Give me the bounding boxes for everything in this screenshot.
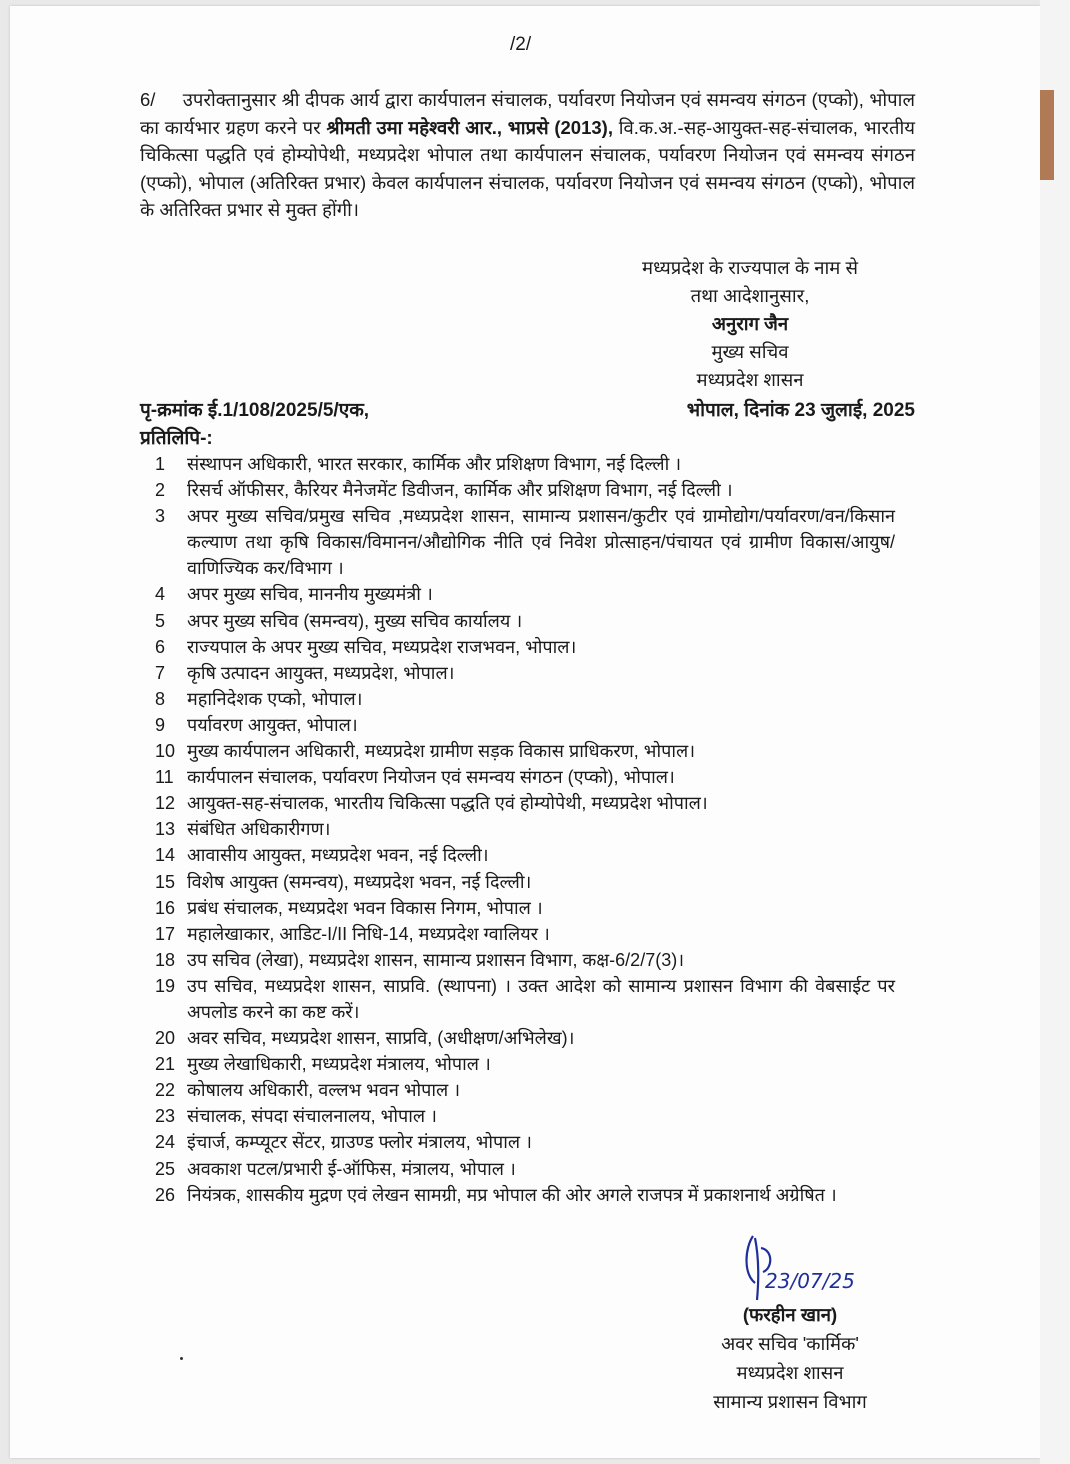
second-signatory-office: मध्यप्रदेश शासन	[736, 1362, 844, 1383]
reference-line	[140, 396, 915, 422]
copy-list-item	[150, 947, 895, 973]
item-number: 12	[155, 793, 176, 814]
item-text: कृषि उत्पादन आयुक्त, मध्यप्रदेश, भोपाल।	[187, 662, 455, 683]
copy-list-item	[150, 738, 895, 764]
item-number: 24	[155, 1132, 176, 1153]
item-number: 23	[155, 1106, 176, 1127]
copy-list-item	[150, 477, 895, 503]
item-text: अवकाश पटल/प्रभारी ई-ऑफिस, मंत्रालय, भोपाल ।	[187, 1158, 516, 1179]
paragraph-text-after: वि.क.अ.-सह-आयुक्त-सह-संचालक, भारतीय चिकित्सा पद्धति एवं होम्योपेथी, मध्यप्रदेश भोपाल तथा कार्यपालन संचालक, पर्यावरण नियोजन एवं समन्वय संगठन (एप्को), भोपाल (अतिरिक्त प्रभार) केवल कार्यपालन संचालक, पर्यावरण नियोजन एवं समन्वय संगठन (एप्को), भोपाल के अतिरिक्त प्रभार से मुक्त होंगी।	[140, 116, 916, 221]
item-number: 14	[155, 845, 176, 866]
signatory-block	[590, 254, 910, 394]
item-number: 4	[155, 584, 166, 605]
copy-list-item	[150, 1025, 895, 1051]
item-number: 3	[155, 506, 166, 527]
signatory-office: मध्यप्रदेश शासन	[696, 369, 804, 390]
paragraph-text-before: उपरोक्तानुसार श्री दीपक आर्य द्वारा कार्यपालन संचालक, पर्यावरण नियोजन एवं समन्वय संगठन (एप्को), भोपाल का कार्यभार ग्रहण करने पर	[140, 89, 915, 138]
item-number: 10	[155, 741, 176, 762]
item-text: महानिदेशक एप्को, भोपाल।	[187, 688, 363, 709]
signatory-line1: मध्यप्रदेश के राज्यपाल के नाम से	[642, 257, 858, 278]
item-text: मुख्य लेखाधिकारी, मध्यप्रदेश मंत्रालय, भोपाल ।	[187, 1054, 491, 1075]
copy-list-item	[150, 1129, 895, 1155]
copy-list	[150, 451, 895, 1208]
second-signatory-designation: अवर सचिव 'कार्मिक'	[721, 1333, 859, 1354]
item-number: 25	[155, 1158, 176, 1179]
copy-list-item	[150, 686, 895, 712]
item-text: इंचार्ज, कम्प्यूटर सेंटर, ग्राउण्ड फ्लोर मंत्रालय, भोपाल ।	[187, 1132, 532, 1153]
item-number: 19	[155, 975, 176, 996]
signatory-line2: तथा आदेशानुसार,	[690, 285, 810, 306]
item-number: 17	[155, 923, 176, 944]
item-number: 16	[155, 897, 176, 918]
copy-heading: प्रतिलिपि-:	[140, 428, 213, 449]
item-text: संचालक, संपदा संचालनालय, भोपाल ।	[187, 1106, 437, 1127]
item-number: 20	[155, 1028, 176, 1049]
item-number: 6	[155, 636, 166, 657]
copy-list-item	[150, 1103, 895, 1129]
copy-list-item	[150, 842, 895, 868]
paragraph-bold-name: श्रीमती उमा महेश्वरी आर., भाप्रसे (2013),	[326, 116, 613, 138]
paragraph-6	[140, 86, 915, 224]
copy-list-item	[150, 921, 895, 947]
item-number: 9	[155, 714, 166, 735]
item-number: 21	[155, 1054, 176, 1075]
item-text: राज्यपाल के अपर मुख्य सचिव, मध्यप्रदेश राजभवन, भोपाल।	[187, 636, 577, 657]
item-number: 1	[155, 454, 166, 474]
item-text: विशेष आयुक्त (समन्वय), मध्यप्रदेश भवन, नई दिल्ली।	[187, 871, 532, 892]
copy-list-item	[150, 451, 895, 477]
copy-list-item	[150, 1182, 895, 1208]
item-number: 11	[155, 767, 174, 788]
signature-date: 23/07/25	[765, 1269, 855, 1293]
item-number: 5	[155, 610, 166, 631]
item-number: 18	[155, 949, 176, 970]
item-text: कार्यपालन संचालक, पर्यावरण नियोजन एवं समन्वय संगठन (एप्को), भोपाल।	[187, 767, 675, 788]
copy-list-item	[150, 634, 895, 660]
item-text: महालेखाकार, आडिट-I/II निधि-14, मध्यप्रदेश ग्वालियर ।	[187, 923, 550, 944]
copy-list-item	[150, 790, 895, 816]
copy-list-item	[150, 895, 895, 921]
item-text: आवासीय आयुक्त, मध्यप्रदेश भवन, नई दिल्ली।	[187, 845, 489, 866]
signatory-designation: मुख्य सचिव	[711, 341, 789, 362]
item-number: 13	[155, 819, 176, 840]
item-text: अपर मुख्य सचिव/प्रमुख सचिव ,मध्यप्रदेश शासन, सामान्य प्रशासन/कुटीर एवं ग्रामोद्योग/पर्यावरण/वन/किसान कल्याण तथा कृषि विकास/विमानन/औद्योगिक नीति एवं निवेश प्रोत्साहन/पंचायत एवं ग्रामीण विकास/आयुष/ वाणिज्यिक कर/विभाग ।	[187, 506, 895, 579]
copy-list-item	[150, 1051, 895, 1077]
item-text: उप सचिव, मध्यप्रदेश शासन, साप्रवि. (स्थापना) । उक्त आदेश को सामान्य प्रशासन विभाग की वेबसाईट पर अपलोड करने का कष्ट करें।	[187, 975, 895, 1022]
edge-mark	[1040, 90, 1054, 180]
second-signatory-block	[690, 1300, 890, 1416]
item-number: 8	[155, 688, 166, 709]
item-text: प्रबंध संचालक, मध्यप्रदेश भवन विकास निगम, भोपाल ।	[187, 897, 543, 918]
item-number: 26	[155, 1184, 176, 1205]
item-text: आयुक्त-सह-संचालक, भारतीय चिकित्सा पद्धति एवं होम्योपेथी, मध्यप्रदेश भोपाल।	[187, 793, 708, 814]
item-text: अपर मुख्य सचिव (समन्वय), मुख्य सचिव कार्यालय ।	[187, 610, 523, 631]
item-text: अवर सचिव, मध्यप्रदेश शासन, साप्रवि, (अधीक्षण/अभिलेख)।	[187, 1028, 575, 1049]
reference-date: भोपाल, दिनांक 23 जुलाई, 2025	[686, 400, 915, 421]
speck	[180, 1357, 183, 1360]
copy-list-item	[150, 712, 895, 738]
copy-list-item	[150, 1077, 895, 1103]
signatory-name: अनुराग जैन	[711, 313, 789, 334]
copy-list-item	[150, 581, 895, 607]
item-number: 22	[155, 1080, 176, 1101]
second-signatory-department: सामान्य प्रशासन विभाग	[713, 1391, 867, 1412]
paragraph-number: 6/	[140, 89, 156, 110]
item-number: 2	[155, 480, 166, 501]
copy-list-item	[150, 503, 895, 581]
item-text: कोषालय अधिकारी, वल्लभ भवन भोपाल ।	[187, 1080, 461, 1101]
item-text: उप सचिव (लेखा), मध्यप्रदेश शासन, सामान्य प्रशासन विभाग, कक्ष-6/2/7(3)।	[187, 949, 685, 970]
copy-list-item	[150, 660, 895, 686]
copy-list-item	[150, 1156, 895, 1182]
page-number: /2/	[510, 34, 532, 55]
copy-list-item	[150, 973, 895, 1025]
item-text: अपर मुख्य सचिव, माननीय मुख्यमंत्री ।	[187, 584, 433, 605]
copy-list-item	[150, 869, 895, 895]
copy-list-item	[150, 816, 895, 842]
item-text: संस्थापन अधिकारी, भारत सरकार, कार्मिक और प्रशिक्षण विभाग, नई दिल्ली ।	[187, 454, 682, 474]
item-text: संबंधित अधिकारीगण।	[187, 819, 331, 840]
item-text: नियंत्रक, शासकीय मुद्रण एवं लेखन सामग्री, मप्र भोपाल की ओर अगले राजपत्र में प्रकाशनार्थ अग्रेषित ।	[187, 1184, 837, 1205]
item-text: मुख्य कार्यपालन अधिकारी, मध्यप्रदेश ग्रामीण सड़क विकास प्राधिकरण, भोपाल।	[187, 741, 696, 762]
reference-number: पृ-क्रमांक ई.1/108/2025/5/एक,	[140, 400, 370, 421]
signature-scribble	[725, 1228, 885, 1308]
item-text: रिसर्च ऑफीसर, कैरियर मैनेजमेंट डिवीजन, कार्मिक और प्रशिक्षण विभाग, नई दिल्ली ।	[187, 480, 733, 501]
second-signatory-name: (फरहीन खान)	[742, 1304, 838, 1325]
item-number: 15	[155, 871, 176, 892]
copy-list-item	[150, 764, 895, 790]
page-edge	[1040, 0, 1070, 1464]
item-number: 7	[155, 662, 166, 683]
copy-list-item	[150, 608, 895, 634]
item-text: पर्यावरण आयुक्त, भोपाल।	[187, 714, 358, 735]
